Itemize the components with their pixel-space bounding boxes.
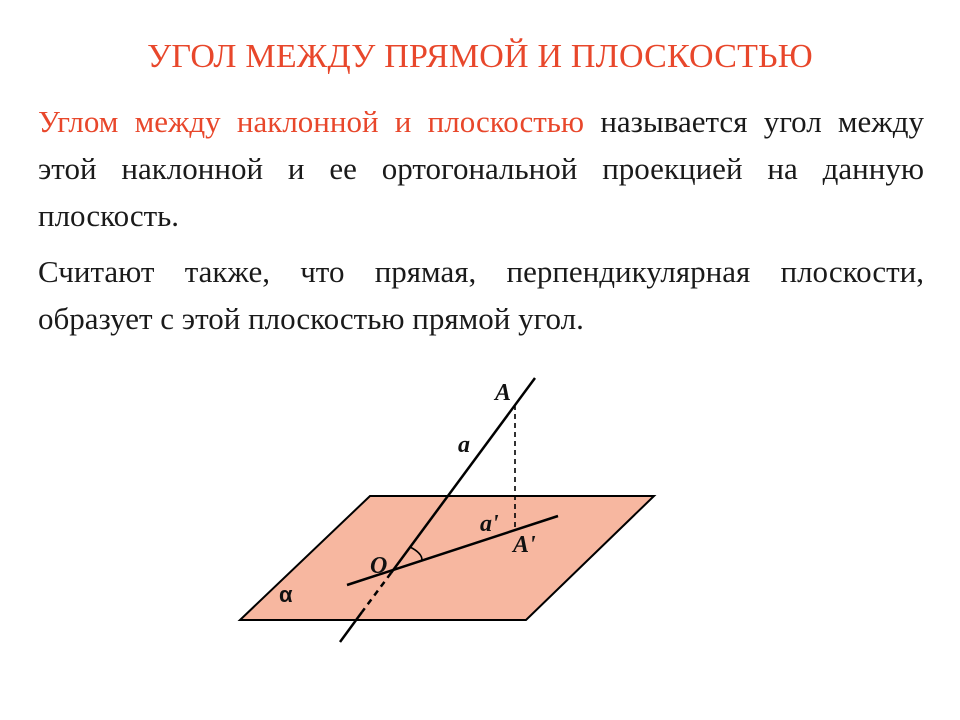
plane-alpha (240, 496, 654, 620)
definition-term: Углом между наклонной и плоскостью (38, 104, 585, 139)
definition-text: называется угол между этой наклонной и ее ортогональной проекцией на данную плоскость. (38, 104, 925, 233)
label-point-O: O (370, 553, 388, 579)
label-point-A: A (495, 380, 512, 406)
label-projection-a-prime: a' (480, 511, 499, 537)
note-paragraph: Считают также, что прямая, перпендикулярная плоскости, образует с этой плоскостью прямой угол. (38, 254, 924, 336)
label-plane-alpha: α (279, 582, 293, 607)
label-line-a: a (458, 432, 470, 458)
page-title: УГОЛ МЕЖДУ ПРЯМОЙ И ПЛОСКОСТЬЮ (147, 38, 813, 75)
label-point-A-prime: A' (513, 532, 536, 558)
